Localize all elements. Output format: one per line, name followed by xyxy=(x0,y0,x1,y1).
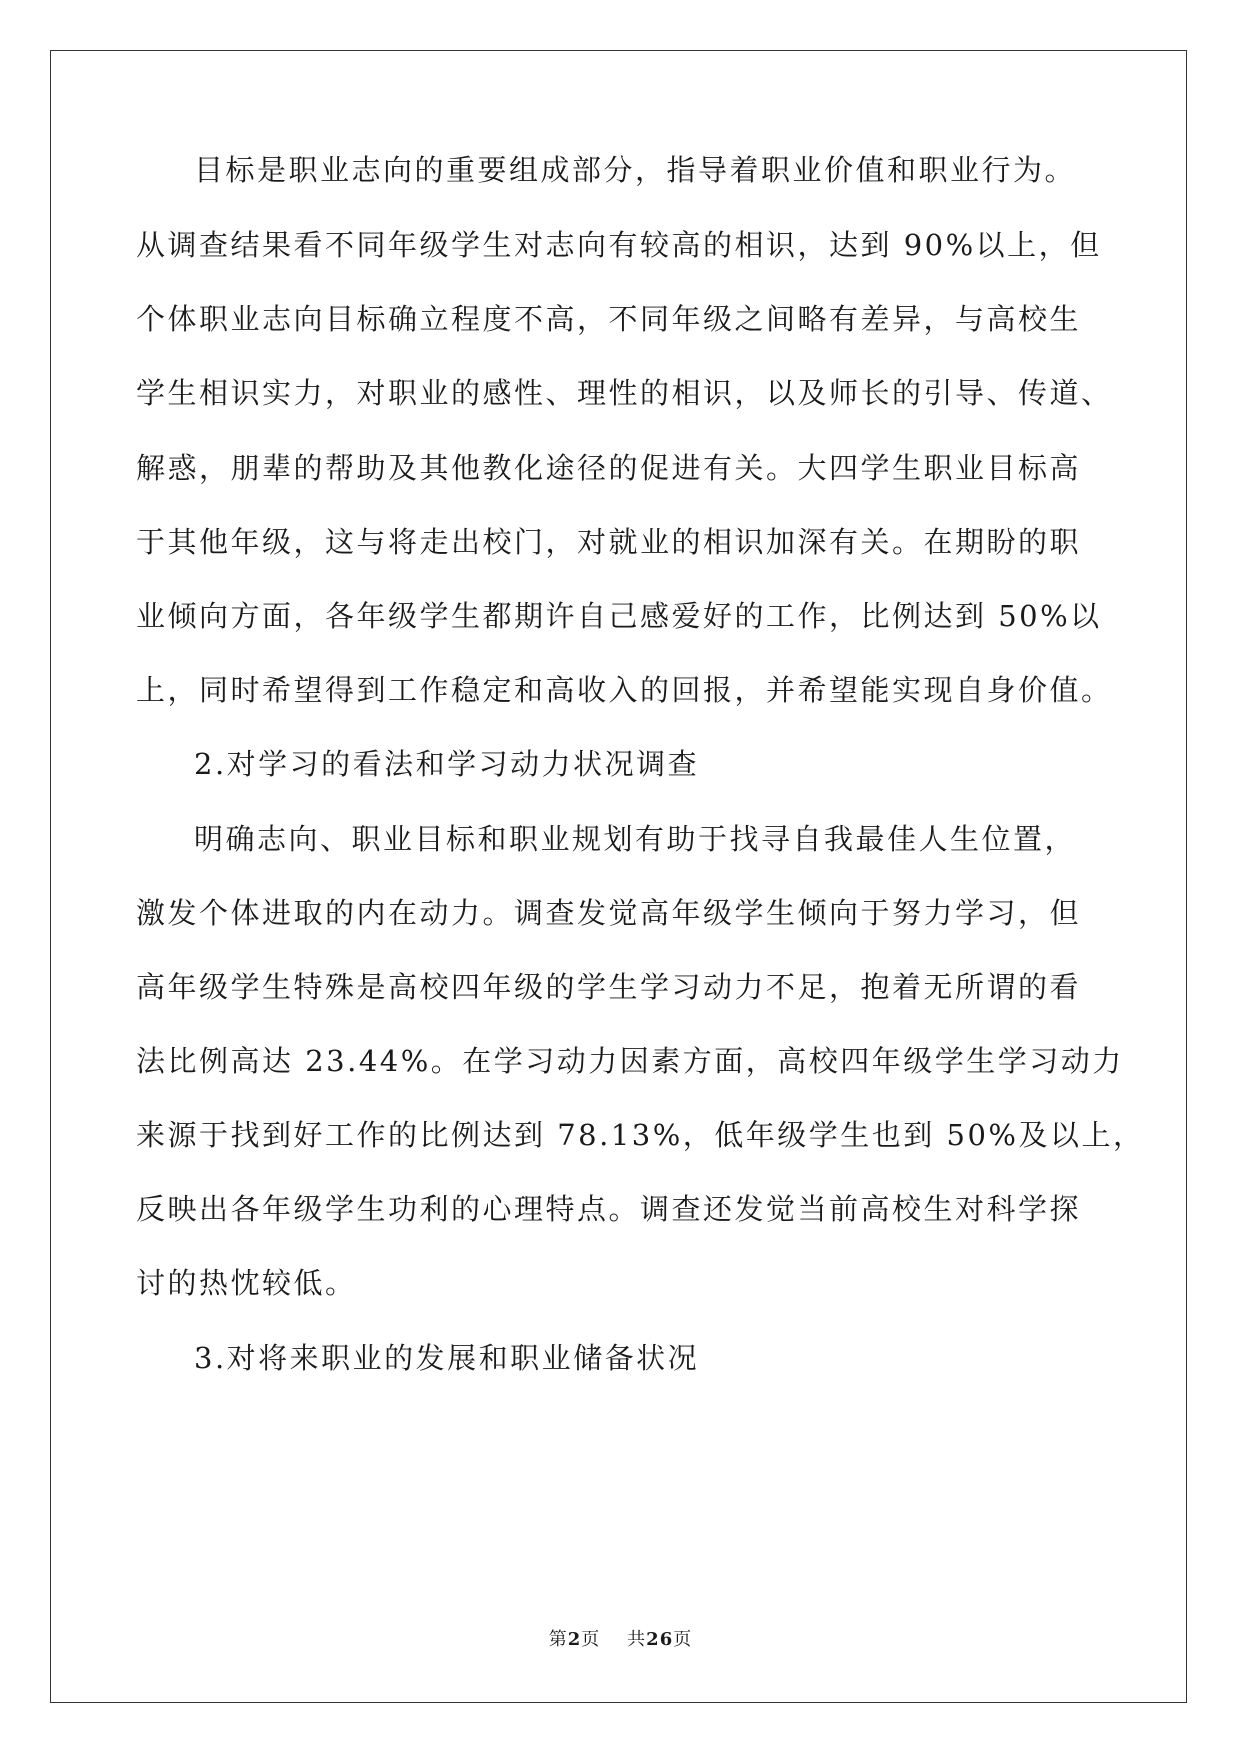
section-heading: 3.对将来职业的发展和职业储备状况 xyxy=(194,1341,700,1375)
paragraph-line: 讨的热忱较低。 xyxy=(136,1266,357,1300)
paragraph-line: 激发个体进取的内在动力。调查发觉高年级学生倾向于努力学习，但 xyxy=(136,896,1082,930)
paragraph-line: 高年级学生特殊是高校四年级的学生学习动力不足，抱着无所谓的看 xyxy=(136,970,1082,1004)
paragraph-line: 从调查结果看不同年级学生对志向有较高的相识，达到 90%以上，但 xyxy=(136,228,1102,262)
footer-page-prefix: 第 xyxy=(548,1629,568,1650)
paragraph-line: 法比例高达 23.44%。在学习动力因素方面，高校四年级学生学习动力 xyxy=(136,1044,1124,1078)
footer-total-suffix: 页 xyxy=(673,1629,693,1650)
page-border xyxy=(50,50,1187,1703)
paragraph-line: 反映出各年级学生功利的心理特点。调查还发觉当前高校生对科学探 xyxy=(136,1192,1082,1226)
paragraph-line: 目标是职业志向的重要组成部分，指导着职业价值和职业行为。 xyxy=(194,153,1077,187)
paragraph-line: 明确志向、职业目标和职业规划有助于找寻自我最佳人生位置， xyxy=(194,822,1077,856)
footer-total-prefix: 共 xyxy=(627,1629,647,1650)
paragraph-line: 个体职业志向目标确立程度不高，不同年级之间略有差异，与高校生 xyxy=(136,302,1082,336)
footer-page-total: 26 xyxy=(646,1629,674,1650)
paragraph-line: 学生相识实力，对职业的感性、理性的相识，以及师长的引导、传道、 xyxy=(136,376,1113,410)
paragraph-line: 解惑，朋辈的帮助及其他教化途径的促进有关。大四学生职业目标高 xyxy=(136,451,1082,485)
paragraph-line: 业倾向方面，各年级学生都期许自己感爱好的工作，比例达到 50%以 xyxy=(136,599,1102,633)
footer-page-suffix: 页 xyxy=(581,1629,601,1650)
page-footer xyxy=(0,1628,1241,1652)
paragraph-line: 上，同时希望得到工作稳定和高收入的回报，并希望能实现自身价值。 xyxy=(136,673,1113,707)
paragraph-line: 来源于找到好工作的比例达到 78.13%，低年级学生也到 50%及以上， xyxy=(136,1118,1145,1152)
footer-page-current: 2 xyxy=(567,1629,582,1650)
paragraph-line: 于其他年级，这与将走出校门，对就业的相识加深有关。在期盼的职 xyxy=(136,525,1082,559)
section-heading: 2.对学习的看法和学习动力状况调查 xyxy=(194,747,700,781)
